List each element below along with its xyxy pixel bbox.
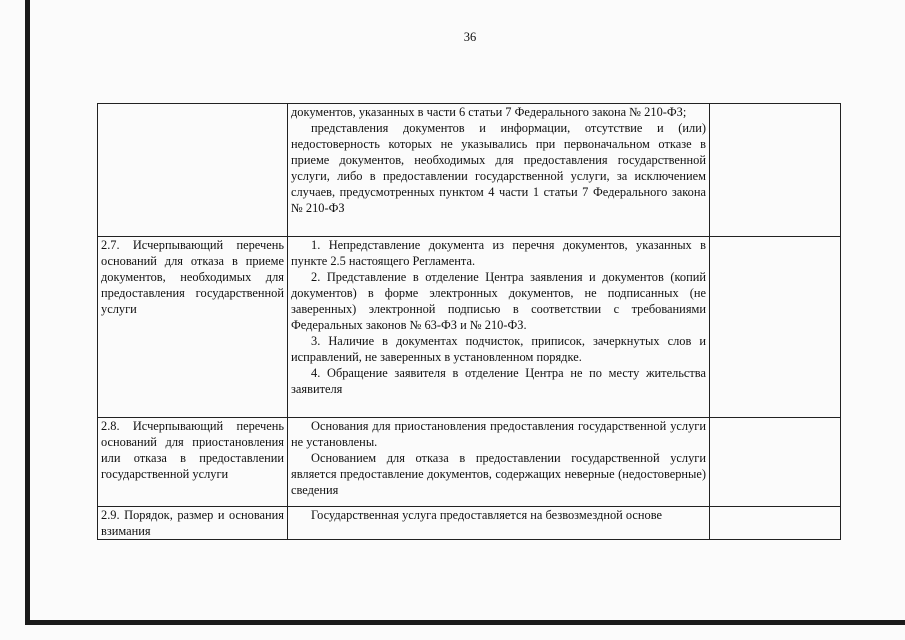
content-paragraph: 1. Непредставление документа из перечня документов, указанных в пункте 2.5 настоящего Регламента. [291, 238, 706, 268]
content-paragraph: 3. Наличие в документах подчисток, приписок, зачеркнутых слов и исправлений, не заверенных в установленном порядке. [291, 334, 706, 364]
table-row-2-7 [98, 237, 841, 418]
table-row-2-8 [98, 418, 841, 507]
row-title: 2.7. Исчерпывающий перечень оснований для отказа в приеме документов, необходимых для предоставления государственной услуги [101, 238, 284, 316]
row-title: 2.8. Исчерпывающий перечень оснований для приостановления или отказа в предоставлении государственной услуги [101, 419, 284, 481]
content-paragraph: 4. Обращение заявителя в отделение Центра не по месту жительства заявителя [291, 366, 706, 396]
content-paragraph: 2. Представление в отделение Центра заявления и документов (копий документов) в форме электронных документов, не подписанных (не заверенных) электронной подписью в соответствии с требованиями Федеральных законов № 63-ФЗ и № 210-ФЗ. [291, 270, 706, 332]
content-paragraph: представления документов и информации, отсутствие и (или) недостоверность которых не указывались при первоначальном отказе в приеме документов, необходимых для предоставления государственной услуги, либо в предоставлении государственной услуги, за исключением случаев, предусмотренных пунктом 4 части 1 статьи 7 Федерального закона № 210-ФЗ [291, 121, 706, 215]
content-paragraph: Государственная услуга предоставляется на безвозмездной основе [311, 508, 663, 522]
row-title-cell [98, 237, 288, 418]
row-note-cell [710, 507, 841, 540]
page-number: 36 [463, 30, 477, 44]
scan-border-bottom [25, 620, 905, 625]
row-title-cell [98, 418, 288, 507]
row-note-cell [710, 104, 841, 237]
table-row-2-9 [98, 507, 841, 540]
row-title-cell [98, 104, 288, 237]
row-title-cell [98, 507, 288, 540]
content-paragraph: документов, указанных в части 6 статьи 7 Федерального закона № 210-ФЗ; [291, 105, 687, 119]
regulation-table [97, 103, 841, 540]
content-paragraph: Основанием для отказа в предоставлении государственной услуги является предоставление документов, содержащих неверные (недостоверные) сведения [291, 451, 706, 497]
table-row-continuation [98, 104, 841, 237]
scan-border-left [25, 0, 30, 625]
row-content-cell [288, 237, 710, 418]
row-content-cell [288, 507, 710, 540]
row-note-cell [710, 418, 841, 507]
row-note-cell [710, 237, 841, 418]
content-paragraph: Основания для приостановления предоставления государственной услуги не установлены. [291, 419, 706, 449]
row-content-cell [288, 104, 710, 237]
row-content-cell [288, 418, 710, 507]
row-title: 2.9. Порядок, размер и основания взимания [101, 508, 284, 538]
